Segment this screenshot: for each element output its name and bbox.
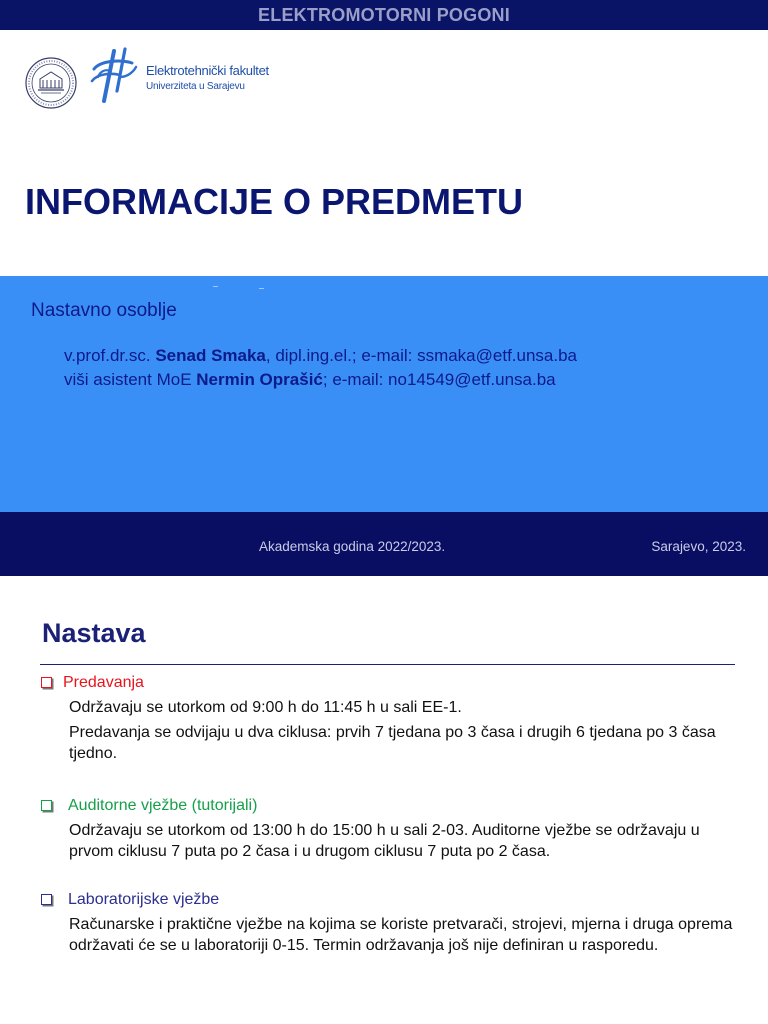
- staff-prefix: v.prof.dr.sc.: [64, 346, 156, 365]
- lectures-schedule: Održavaju se utorkom od 9:00 h do 11:45 h u sali EE-1.: [69, 699, 462, 716]
- lectures-text: [69, 697, 739, 764]
- staff-member-1: [64, 345, 577, 367]
- staff-heading: Nastavno osoblje: [31, 300, 177, 321]
- labs-description: Računarske i praktične vježbe na kojima se koriste pretvarači, strojevi, mjerna i druga oprema održavati će se u laboratoriji 0-15. Termin održavanja još nije definiran u rasporedu.: [69, 916, 733, 954]
- staff-prefix: viši asistent MoE: [64, 370, 197, 389]
- section-title: Nastava: [42, 618, 146, 648]
- university-seal-icon: [25, 57, 77, 109]
- checkbox-bullet-icon: [41, 894, 52, 905]
- staff-member-2: [64, 369, 556, 391]
- decorative-dash: [213, 286, 218, 287]
- checkbox-bullet-icon: [41, 677, 52, 688]
- title-divider: [40, 664, 735, 665]
- tutorials-text: [69, 820, 739, 862]
- staff-name: Nermin Oprašić: [196, 370, 323, 389]
- checkbox-bullet-icon: [41, 800, 52, 811]
- course-title: ELEKTROMOTORNI POGONI: [258, 5, 510, 25]
- lectures-label: Predavanja: [63, 674, 144, 691]
- tutorials-schedule: Održavaju se utorkom od 13:00 h do 15:00 h u sali 2-03. Auditorne vježbe se održavaju u prvom ciklusu 7 puta po 2 časa i u drugom ciklusu 7 puta po 2 časa.: [69, 822, 700, 860]
- staff-contact: , dipl.ing.el.; e-mail: ssmaka@etf.unsa.ba: [265, 346, 578, 365]
- staff-name: Senad Smaka: [155, 346, 266, 365]
- labs-label: Laboratorijske vježbe: [68, 891, 220, 908]
- course-header-bar: [0, 0, 768, 30]
- labs-text: [69, 914, 739, 956]
- lectures-cycles: Predavanja se odvijaju u dva ciklusa: prvih 7 tjedana po 3 časa i drugih 6 tjedana po 3 časa tjedno.: [69, 724, 716, 762]
- etf-logo-icon: [90, 47, 148, 105]
- slide-title: INFORMACIJE O PREDMETU: [25, 181, 524, 222]
- tutorials-label: Auditorne vježbe (tutorijali): [68, 797, 258, 814]
- place-date: Sarajevo, 2023.: [651, 539, 746, 554]
- academic-year: Akademska godina 2022/2023.: [259, 539, 446, 554]
- faculty-name: Elektrotehnički fakultet: [146, 63, 269, 78]
- staff-contact: ; e-mail: no14549@etf.unsa.ba: [322, 370, 556, 389]
- university-name: Univerziteta u Sarajevu: [146, 81, 245, 92]
- decorative-dash: [259, 288, 264, 289]
